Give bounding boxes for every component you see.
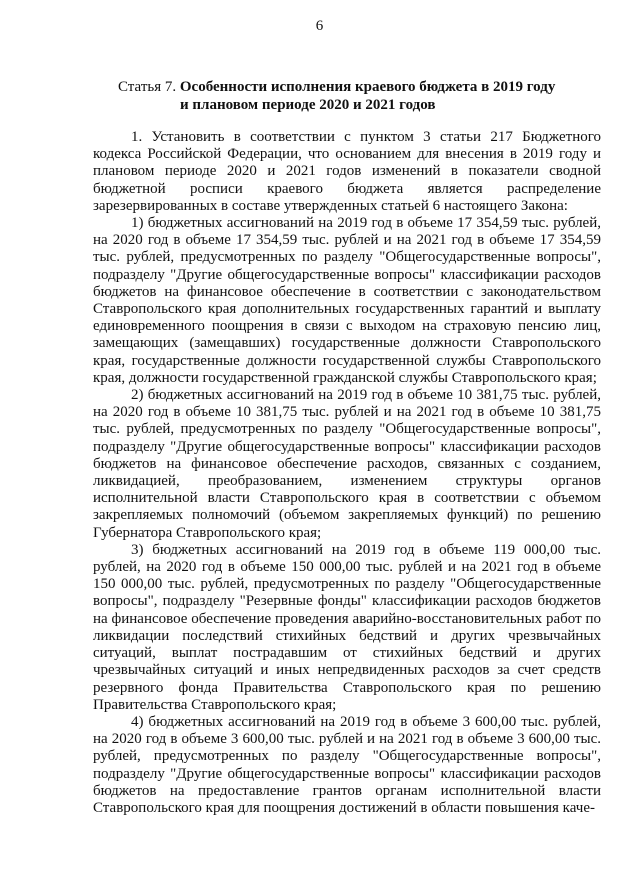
paragraph-item-1: 1) бюджетных ассигнований на 2019 год в объеме 17 354,59 тыс. рублей, на 2020 год в объеме 17 354,59 тыс. рублей и на 2021 год в объеме 17 354,59 тыс. рублей, предусмотренных по разделу "Общегосударственные вопросы", подразделу "Другие общегосударственные вопросы" классификации расходов бюджетов на финансовое обеспечение в соответствии с законодательством Ставропольского края дополнительных государственных гарантий и выплату единовременного поощрения в связи с выходом на страховую пенсию лиц, замещающих (замещавших) государственные должности Ставропольского края, государственные должности государственной службы Ставропольского края, должности государственной гражданской службы Ставропольского края; — [93, 215, 601, 386]
paragraph-item-2: 2) бюджетных ассигнований на 2019 год в объеме 10 381,75 тыс. рублей, на 2020 год в объеме 10 381,75 тыс. рублей и на 2021 год в объеме 10 381,75 тыс. рублей, предусмотренных по разделу "Общегосударственные вопросы", подразделу "Другие общегосударственные вопросы" классификации расходов бюджетов на финансовое обеспечение расходов, связанных с созданием, ликвидацией, преобразованием, изменением структуры органов исполнительной власти Ставропольского края в соответствии с объемом закрепляемых полномочий (объемом закрепляемых функций) по решению Губернатора Ставропольского края; — [93, 387, 601, 541]
article-label: Статья 7. — [118, 79, 177, 95]
article-body — [93, 129, 601, 817]
page-number: 6 — [315, 18, 324, 34]
paragraph-clause-1: 1. Установить в соответствии с пунктом 3 статьи 217 Бюджетного кодекса Российской Федерации, что основанием для внесения в 2019 году и плановом периоде 2020 и 2021 годов изменений в показатели сводной бюджетной росписи краевого бюджета является распределение зарезервированных в составе утвержденных статьей 6 настоящего Закона: — [93, 129, 601, 214]
article-heading — [118, 79, 588, 114]
paragraph-item-3: 3) бюджетных ассигнований на 2019 год в объеме 119 000,00 тыс. рублей, на 2020 год в объеме 150 000,00 тыс. рублей и на 2021 год в объеме 150 000,00 тыс. рублей, предусмотренных по разделу "Общегосударственные вопросы", подразделу "Резервные фонды" классификации расходов бюджетов на финансовое обеспечение проведения аварийно-восстановительных работ по ликвидации последствий стихийных бедствий и других чрезвычайных ситуаций, выплат пострадавшим от стихийных бедствий и других чрезвычайных ситуаций и иных непредвиденных расходов за счет средств резервного фонда Правительства Ставропольского края по решению Правительства Ставропольского края; — [93, 541, 601, 713]
article-title-line1: Особенности исполнения краевого бюджета в 2019 году — [179, 79, 556, 95]
paragraph-item-4: 4) бюджетных ассигнований на 2019 год в объеме 3 600,00 тыс. рублей, на 2020 год в объеме 3 600,00 тыс. рублей и на 2021 год в объеме 3 600,00 тыс. рублей, предусмотренных по разделу "Общегосударственные вопросы", подразделу "Другие общегосударственные вопросы" классификации расходов бюджетов на предоставление грантов органам исполнительной власти Ставропольского края для поощрения достижений в области повышения каче- — [93, 713, 601, 816]
article-title-line2: и плановом периоде 2020 и 2021 годов — [180, 96, 436, 113]
